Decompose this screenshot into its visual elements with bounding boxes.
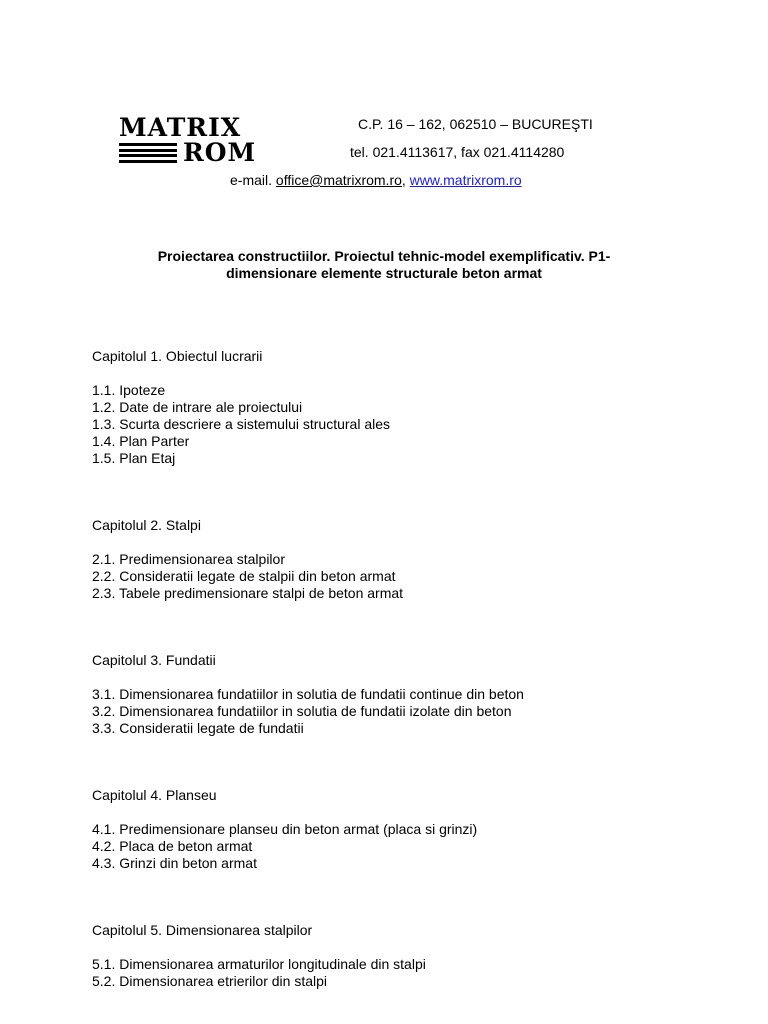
phone-fax: tel. 021.4113617, fax 021.4114280 (350, 144, 565, 160)
document-title (100, 248, 668, 282)
section-item: 3.3. Consideratii legate de fundatii (92, 720, 304, 736)
section-item: 4.2. Placa de beton armat (92, 838, 253, 854)
email-label: e-mail. (230, 172, 276, 188)
section-item: 1.5. Plan Etaj (92, 450, 176, 466)
section-item: 4.1. Predimensionare planseu din beton armat (placa si grinzi) (92, 821, 478, 837)
chapter-heading: Capitolul 1. Obiectul lucrarii (92, 348, 263, 364)
section-item: 4.3. Grinzi din beton armat (92, 855, 257, 871)
logo-text-rom: ROM (183, 138, 257, 167)
contact-separator: , (401, 172, 410, 188)
section-item: 1.4. Plan Parter (92, 433, 190, 449)
email-web-line (230, 172, 522, 188)
chapter-3 (92, 652, 732, 737)
section-item: 2.2. Consideratii legate de stalpii din beton armat (92, 568, 396, 584)
section-item: 3.2. Dimensionarea fundatiilor in solutia de fundatii izolate din beton (92, 703, 512, 719)
chapter-heading: Capitolul 5. Dimensionarea stalpilor (92, 922, 313, 938)
chapter-4 (92, 787, 732, 872)
chapter-1 (92, 348, 732, 467)
document-title-line-2: dimensionare elemente structurale beton armat (226, 265, 542, 281)
logo-text-matrix: MATRIX (119, 113, 242, 142)
chapter-heading: Capitolul 4. Planseu (92, 787, 217, 803)
section-item: 1.3. Scurta descriere a sistemului structural ales (92, 416, 391, 432)
section-item: 1.1. Ipoteze (92, 382, 166, 398)
postal-address: C.P. 16 – 162, 062510 – BUCUREŞTI (358, 116, 593, 132)
section-item: 5.1. Dimensionarea armaturilor longitudinale din stalpi (92, 956, 426, 972)
logo-row-2 (119, 138, 271, 167)
chapter-2 (92, 517, 732, 602)
chapter-heading: Capitolul 2. Stalpi (92, 517, 201, 533)
section-item: 5.2. Dimensionarea etrierilor din stalpi (92, 973, 327, 989)
company-logo (119, 115, 271, 165)
section-item: 2.1. Predimensionarea stalpilor (92, 551, 285, 567)
document-title-line-1: Proiectarea constructiilor. Proiectul tehnic-model exemplificativ. P1- (157, 248, 611, 264)
section-item: 2.3. Tabele predimensionare stalpi de beton armat (92, 585, 404, 601)
section-item: 3.1. Dimensionarea fundatiilor in solutia de fundatii continue din beton (92, 686, 524, 702)
chapter-5 (92, 922, 732, 990)
email-link[interactable]: office@matrixrom.ro (275, 172, 402, 188)
logo-bars-graphic (119, 143, 177, 163)
website-link[interactable]: www.matrixrom.ro (409, 172, 522, 188)
table-of-contents (92, 348, 732, 990)
section-item: 1.2. Date de intrare ale proiectului (92, 399, 303, 415)
chapter-heading: Capitolul 3. Fundatii (92, 652, 216, 668)
